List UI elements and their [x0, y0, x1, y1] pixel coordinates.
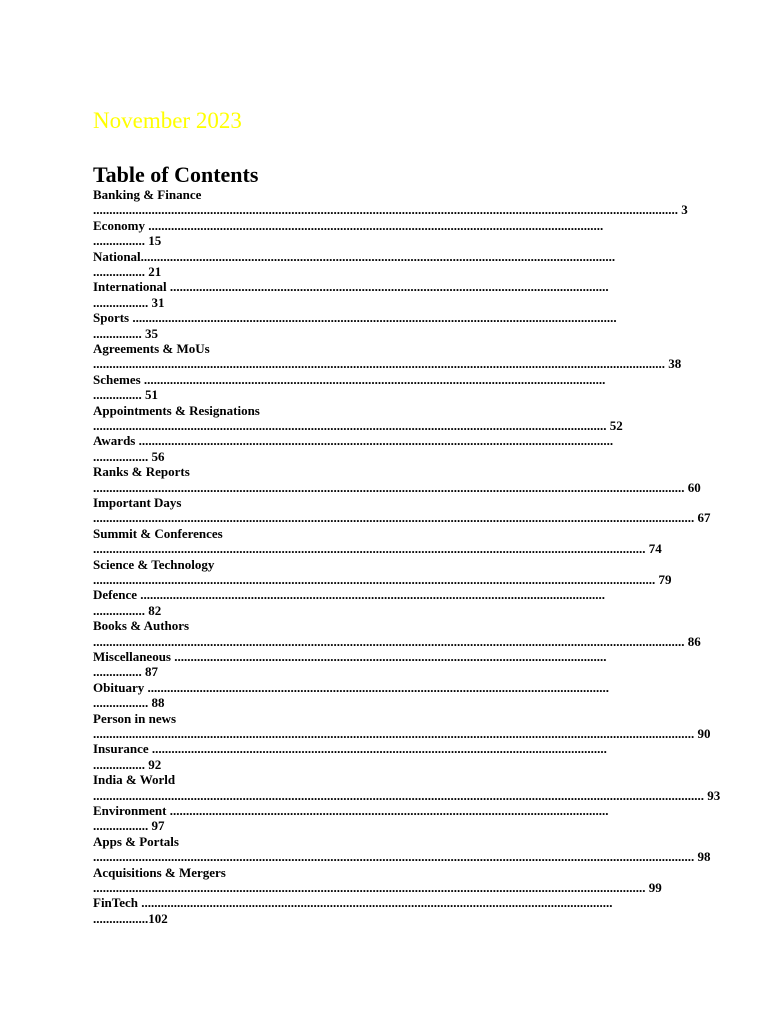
leader-dots: .................	[93, 910, 149, 926]
toc-line	[93, 403, 678, 418]
toc-line	[93, 865, 678, 880]
toc-entry-page: 74	[648, 541, 662, 557]
toc-entry-page: 31	[151, 294, 165, 310]
leader-dots: .............................................................................................................................................................................	[93, 571, 659, 587]
toc-entry[interactable]	[93, 464, 701, 495]
toc-line	[93, 572, 678, 587]
toc-entry-page: 82	[148, 602, 162, 618]
toc-entry-page: 67	[697, 510, 711, 526]
toc-entry-page: 38	[668, 356, 682, 372]
toc-entry-title: Miscellaneous	[93, 648, 171, 664]
toc-entry-page: 90	[697, 725, 711, 741]
leader-dots: ..........................................................................................................................................................................	[93, 879, 649, 895]
toc-entry-title: Acquisitions & Mergers	[93, 864, 226, 880]
leader-dots: ..........................................................................................................................................................................	[93, 541, 649, 557]
toc-line	[93, 911, 678, 926]
toc-entry-title: Banking & Finance	[93, 187, 202, 202]
toc-entry[interactable]	[93, 772, 721, 803]
toc-line	[93, 479, 701, 495]
leader-dots: ............................................................................................................................................	[145, 217, 604, 233]
leader-dots: .........................................................................................................................................................................................	[93, 510, 698, 526]
leader-dots: .....................................................................................................................................................	[129, 310, 617, 326]
toc-entry[interactable]	[93, 803, 678, 834]
toc-line	[93, 603, 678, 618]
toc-line	[93, 803, 678, 818]
toc-entry-page: 51	[145, 387, 158, 403]
toc-entry[interactable]	[93, 310, 678, 341]
toc-line	[93, 787, 721, 803]
toc-entry-page: 86	[687, 633, 701, 649]
toc-entry-page: 15	[148, 233, 162, 249]
toc-entry-page: 99	[648, 879, 662, 895]
toc-line	[93, 557, 678, 572]
toc-entry[interactable]	[93, 187, 688, 218]
toc-entry[interactable]	[93, 433, 678, 464]
toc-line	[93, 649, 678, 664]
toc-entry[interactable]	[93, 218, 678, 249]
toc-line	[93, 587, 678, 602]
toc-line	[93, 711, 678, 726]
toc-entry-title: Sports	[93, 310, 130, 326]
toc-line	[93, 849, 711, 865]
leader-dots: ................	[93, 263, 149, 279]
leader-dots: .....................................................................................................................................	[171, 648, 607, 664]
toc-entry-page: 98	[697, 849, 711, 865]
toc-entry-title: Defence	[93, 587, 138, 603]
leader-dots: .........................................................................................................................................................................................	[93, 849, 698, 865]
toc-entry[interactable]	[93, 526, 678, 557]
toc-entry-title: Person in news	[93, 710, 177, 726]
toc-entry-title: Agreements & MoUs	[93, 340, 210, 356]
leader-dots: .................	[93, 695, 152, 711]
leader-dots: ..............................................................................................................................................	[140, 371, 606, 387]
toc-entry-page: 93	[707, 787, 721, 803]
toc-entry-title: Insurance	[93, 741, 149, 757]
leader-dots: ................	[93, 233, 149, 249]
toc-entry[interactable]	[93, 618, 701, 649]
leader-dots: ......................................................................................................................................................................................	[93, 479, 688, 495]
toc-line	[93, 495, 678, 510]
toc-line	[93, 372, 678, 387]
leader-dots: .......................................................................................................................................	[166, 802, 609, 818]
toc-line	[93, 680, 678, 695]
toc-line	[93, 541, 678, 556]
toc-entry-title: Apps & Portals	[93, 833, 179, 849]
leader-dots: ................	[93, 602, 149, 618]
toc-entry-title: Appointments & Resignations	[93, 402, 260, 418]
toc-entry-title: FinTech	[93, 895, 139, 911]
leader-dots: ....................................................................................................................................................................................	[93, 202, 682, 218]
toc-line	[93, 633, 701, 649]
toc-entry-page: 3	[681, 202, 688, 218]
toc-title: Table of Contents	[93, 162, 259, 187]
toc-entry-title: Awards	[93, 433, 136, 449]
toc-entry[interactable]	[93, 895, 678, 926]
leader-dots: .................	[93, 448, 152, 464]
toc-line	[93, 218, 678, 233]
toc-line	[93, 834, 678, 849]
toc-line	[93, 202, 688, 218]
toc-entry[interactable]	[93, 372, 678, 403]
toc-entry[interactable]	[93, 649, 678, 680]
leader-dots: ..................................................................................................................................................	[140, 248, 616, 264]
toc-entry[interactable]	[93, 557, 678, 588]
toc-entry-title: International	[93, 279, 167, 295]
toc-line	[93, 526, 678, 541]
toc-line	[93, 725, 711, 741]
leader-dots: ..................................................................................................................................................	[135, 433, 614, 449]
toc-entry-page: 60	[687, 479, 701, 495]
toc-entry-title: Schemes	[93, 371, 141, 387]
leader-dots: .................	[93, 294, 152, 310]
toc-entry-page: 56	[151, 448, 165, 464]
toc-entry-page: 52	[609, 417, 623, 433]
leader-dots: ...............	[93, 387, 145, 403]
leader-dots: ............................................................................................................................................................................................	[93, 787, 708, 803]
toc-line	[93, 757, 678, 772]
leader-dots: .......................................................................................................................................	[166, 279, 609, 295]
toc-entry-title: Ranks & Reports	[93, 464, 190, 480]
toc-line	[93, 772, 678, 787]
toc-entry[interactable]	[93, 710, 711, 742]
toc-line	[93, 895, 678, 910]
toc-entry-page: 102	[148, 910, 168, 926]
toc-line	[93, 264, 678, 279]
toc-entry[interactable]	[93, 833, 711, 865]
toc-entry-title: Economy	[93, 217, 145, 233]
leader-dots: ...............................................................................................................................................	[137, 587, 606, 603]
toc-entry[interactable]	[93, 680, 678, 711]
toc-line	[93, 741, 678, 756]
toc-line	[93, 249, 678, 264]
toc-line	[93, 664, 678, 679]
toc-entry-title: Obituary	[93, 679, 145, 695]
toc-entry-title: Important Days	[93, 494, 182, 510]
leader-dots: ...............	[93, 325, 145, 341]
toc-entry[interactable]	[93, 587, 678, 618]
toc-line	[93, 433, 678, 448]
leader-dots: ............................................................................................................................................	[148, 741, 607, 757]
toc-list	[93, 187, 721, 926]
toc-line	[93, 618, 678, 633]
month-heading: November 2023	[93, 108, 242, 133]
toc-entry-page: 87	[145, 664, 158, 680]
leader-dots: ..............................................................................................................................................	[144, 679, 610, 695]
toc-line	[93, 341, 678, 356]
toc-line	[93, 695, 678, 710]
toc-entry[interactable]	[93, 494, 711, 526]
toc-line	[93, 326, 678, 341]
toc-entry-page: 79	[658, 571, 672, 587]
leader-dots: .........................................................................................................................................................................................	[93, 725, 698, 741]
toc-entry-page: 97	[151, 818, 165, 834]
toc-entry-page: 35	[145, 325, 158, 341]
toc-entry[interactable]	[93, 403, 678, 434]
leader-dots: ...............	[93, 664, 145, 680]
toc-line	[93, 295, 678, 310]
leader-dots: .................................................................................................................................................	[138, 895, 613, 911]
toc-line	[93, 233, 678, 248]
toc-line	[93, 510, 711, 526]
leader-dots: ................	[93, 756, 149, 772]
toc-entry-page: 21	[148, 263, 162, 279]
toc-line	[93, 880, 678, 895]
toc-line	[93, 464, 678, 479]
toc-line	[93, 356, 682, 372]
toc-line	[93, 418, 678, 433]
toc-entry-page: 92	[148, 756, 162, 772]
toc-entry-page: 88	[151, 695, 165, 711]
leader-dots: ......................................................................................................................................................................................	[93, 633, 688, 649]
toc-entry-title: Science & Technology	[93, 556, 215, 572]
toc-entry-title: Summit & Conferences	[93, 525, 223, 541]
toc-entry[interactable]	[93, 741, 678, 772]
toc-line	[93, 310, 678, 325]
leader-dots: ..............................................................................................................................................................	[93, 417, 610, 433]
toc-line	[93, 279, 678, 294]
toc-entry[interactable]	[93, 865, 678, 896]
toc-entry-title: National	[93, 248, 141, 264]
toc-entry[interactable]	[93, 279, 678, 310]
toc-entry-title: Books & Authors	[93, 618, 190, 634]
leader-dots: .................	[93, 818, 152, 834]
toc-entry[interactable]	[93, 249, 678, 280]
toc-entry-title: India & World	[93, 772, 176, 788]
toc-line	[93, 387, 678, 402]
toc-line	[93, 187, 678, 202]
leader-dots: ................................................................................................................................................................................	[93, 356, 669, 372]
toc-entry[interactable]	[93, 340, 682, 372]
toc-line	[93, 449, 678, 464]
toc-line	[93, 818, 678, 833]
toc-entry-title: Environment	[93, 802, 167, 818]
